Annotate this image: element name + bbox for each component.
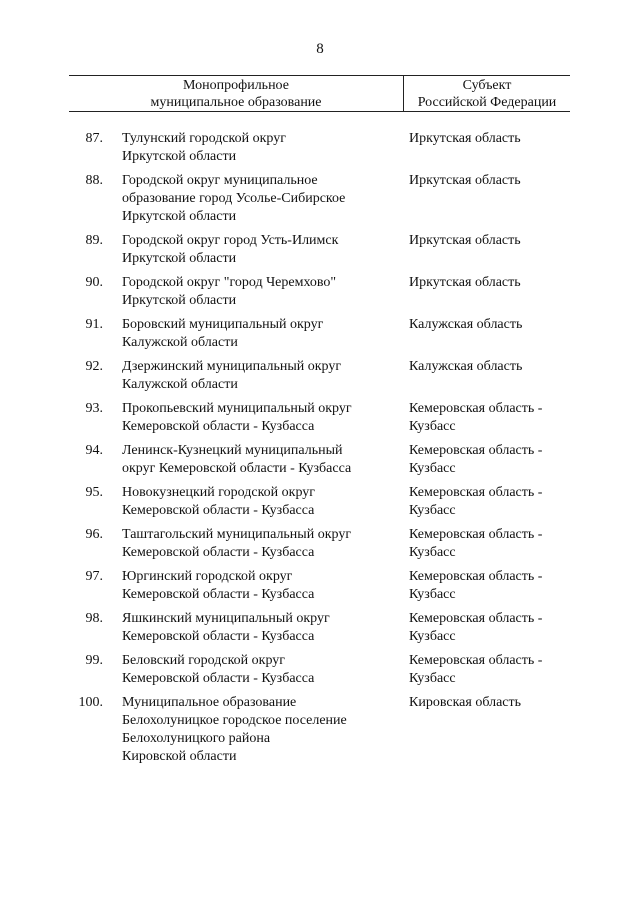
municipality-name-line: Кемеровской области - Кузбасса bbox=[122, 671, 315, 686]
row-number: 87. bbox=[85, 131, 103, 146]
column-header-subject bbox=[404, 77, 570, 111]
table-row bbox=[0, 484, 640, 520]
municipality-name-line: Муниципальное образование bbox=[122, 695, 297, 710]
municipality-name-line: Иркутской области bbox=[122, 293, 237, 308]
municipality-name bbox=[122, 232, 402, 268]
table-row bbox=[0, 526, 640, 562]
table-row bbox=[0, 274, 640, 310]
municipality-name-line: образование город Усолье-Сибирское bbox=[122, 191, 346, 206]
municipality-name-line: Кемеровской области - Кузбасса bbox=[122, 419, 315, 434]
federal-subject bbox=[409, 172, 574, 190]
federal-subject bbox=[409, 358, 574, 376]
column-header-subject-line: Российской Федерации bbox=[417, 95, 557, 110]
municipality-name bbox=[122, 526, 402, 562]
federal-subject-line: Кемеровская область - bbox=[409, 653, 543, 668]
column-header-subject-line: Субъект bbox=[462, 78, 512, 93]
federal-subject-line: Кузбасс bbox=[409, 629, 456, 644]
federal-subject bbox=[409, 568, 574, 604]
federal-subject-line: Кемеровская область - bbox=[409, 527, 543, 542]
municipality-name bbox=[122, 130, 402, 166]
table-row bbox=[0, 652, 640, 688]
table-row bbox=[0, 172, 640, 226]
municipality-name-line: Иркутской области bbox=[122, 209, 237, 224]
federal-subject-line: Калужская область bbox=[409, 359, 523, 374]
municipality-name bbox=[122, 172, 402, 226]
row-number: 94. bbox=[85, 443, 103, 458]
federal-subject-line: Кемеровская область - bbox=[409, 485, 543, 500]
table-row bbox=[0, 358, 640, 394]
page-number: 8 bbox=[316, 41, 324, 57]
federal-subject-line: Иркутская область bbox=[409, 233, 521, 248]
row-number: 97. bbox=[85, 569, 103, 584]
row-number: 89. bbox=[85, 233, 103, 248]
municipality-name-line: Тулунский городской округ bbox=[122, 131, 286, 146]
table-row bbox=[0, 568, 640, 604]
municipality-name bbox=[122, 568, 402, 604]
row-number: 95. bbox=[85, 485, 103, 500]
municipality-name-line: Калужской области bbox=[122, 377, 238, 392]
federal-subject bbox=[409, 652, 574, 688]
federal-subject-line: Иркутская область bbox=[409, 131, 521, 146]
table-row bbox=[0, 442, 640, 478]
federal-subject-line: Иркутская область bbox=[409, 173, 521, 188]
table-row bbox=[0, 610, 640, 646]
row-number: 100. bbox=[78, 695, 103, 710]
federal-subject-line: Кемеровская область - bbox=[409, 611, 543, 626]
municipality-name bbox=[122, 694, 402, 766]
municipality-name bbox=[122, 652, 402, 688]
row-number: 99. bbox=[85, 653, 103, 668]
municipality-name-line: Таштагольский муниципальный округ bbox=[122, 527, 352, 542]
municipality-name-line: Боровский муниципальный округ bbox=[122, 317, 324, 332]
row-number: 96. bbox=[85, 527, 103, 542]
federal-subject-line: Кемеровская область - bbox=[409, 569, 543, 584]
federal-subject bbox=[409, 274, 574, 292]
municipality-name bbox=[122, 316, 402, 352]
table-row bbox=[0, 316, 640, 352]
municipality-name-line: Кемеровской области - Кузбасса bbox=[122, 503, 315, 518]
municipality-name-line: Белохолуницкого района bbox=[122, 731, 271, 746]
municipality-name-line: Городской округ "город Черемхово" bbox=[122, 275, 337, 290]
municipality-name bbox=[122, 274, 402, 310]
municipality-name-line: Кемеровской области - Кузбасса bbox=[122, 545, 315, 560]
federal-subject bbox=[409, 526, 574, 562]
row-number: 91. bbox=[85, 317, 103, 332]
table-row bbox=[0, 694, 640, 766]
municipality-name-line: Яшкинский муниципальный округ bbox=[122, 611, 330, 626]
federal-subject bbox=[409, 400, 574, 436]
municipality-name-line: Белохолуницкое городское поселение bbox=[122, 713, 347, 728]
federal-subject-line: Кузбасс bbox=[409, 461, 456, 476]
federal-subject-line: Кузбасс bbox=[409, 587, 456, 602]
row-number: 98. bbox=[85, 611, 103, 626]
federal-subject bbox=[409, 484, 574, 520]
column-header-municipality-line: муниципальное образование bbox=[150, 95, 322, 110]
municipality-name bbox=[122, 442, 402, 478]
table-body bbox=[0, 130, 640, 772]
federal-subject bbox=[409, 232, 574, 250]
municipality-name-line: Кемеровской области - Кузбасса bbox=[122, 629, 315, 644]
table-header-bottom-rule bbox=[69, 111, 570, 112]
federal-subject-line: Кузбасс bbox=[409, 545, 456, 560]
federal-subject-line: Калужская область bbox=[409, 317, 523, 332]
federal-subject-line: Кемеровская область - bbox=[409, 443, 543, 458]
federal-subject bbox=[409, 442, 574, 478]
table-header-top-rule bbox=[69, 75, 570, 76]
municipality-name-line: Дзержинский муниципальный округ bbox=[122, 359, 342, 374]
table-row bbox=[0, 232, 640, 268]
column-header-municipality bbox=[69, 77, 403, 111]
federal-subject-line: Кировская область bbox=[409, 695, 522, 710]
federal-subject-line: Кузбасс bbox=[409, 671, 456, 686]
column-header-municipality-line: Монопрофильное bbox=[183, 78, 289, 93]
row-number: 88. bbox=[85, 173, 103, 188]
municipality-name-line: Городской округ муниципальное bbox=[122, 173, 318, 188]
municipality-name bbox=[122, 610, 402, 646]
federal-subject-line: Кемеровская область - bbox=[409, 401, 543, 416]
municipality-name-line: Новокузнецкий городской округ bbox=[122, 485, 316, 500]
municipality-name-line: Беловский городской округ bbox=[122, 653, 286, 668]
table-row bbox=[0, 400, 640, 436]
municipality-name-line: Ленинск-Кузнецкий муниципальный bbox=[122, 443, 343, 458]
federal-subject bbox=[409, 694, 574, 712]
municipality-name bbox=[122, 400, 402, 436]
municipality-name-line: Калужской области bbox=[122, 335, 238, 350]
municipality-name-line: Кемеровской области - Кузбасса bbox=[122, 587, 315, 602]
federal-subject bbox=[409, 610, 574, 646]
federal-subject-line: Иркутская область bbox=[409, 275, 521, 290]
municipality-name bbox=[122, 358, 402, 394]
municipality-name-line: Кировской области bbox=[122, 749, 237, 764]
row-number: 93. bbox=[85, 401, 103, 416]
table-row bbox=[0, 130, 640, 166]
federal-subject bbox=[409, 130, 574, 148]
row-number: 90. bbox=[85, 275, 103, 290]
municipality-name-line: Городской округ город Усть-Илимск bbox=[122, 233, 339, 248]
municipality-name-line: Иркутской области bbox=[122, 251, 237, 266]
municipality-name-line: Юргинский городской округ bbox=[122, 569, 293, 584]
municipality-name-line: Иркутской области bbox=[122, 149, 237, 164]
federal-subject bbox=[409, 316, 574, 334]
row-number: 92. bbox=[85, 359, 103, 374]
municipality-name-line: Прокопьевский муниципальный округ bbox=[122, 401, 352, 416]
municipality-name bbox=[122, 484, 402, 520]
federal-subject-line: Кузбасс bbox=[409, 503, 456, 518]
municipality-name-line: округ Кемеровской области - Кузбасса bbox=[122, 461, 352, 476]
federal-subject-line: Кузбасс bbox=[409, 419, 456, 434]
